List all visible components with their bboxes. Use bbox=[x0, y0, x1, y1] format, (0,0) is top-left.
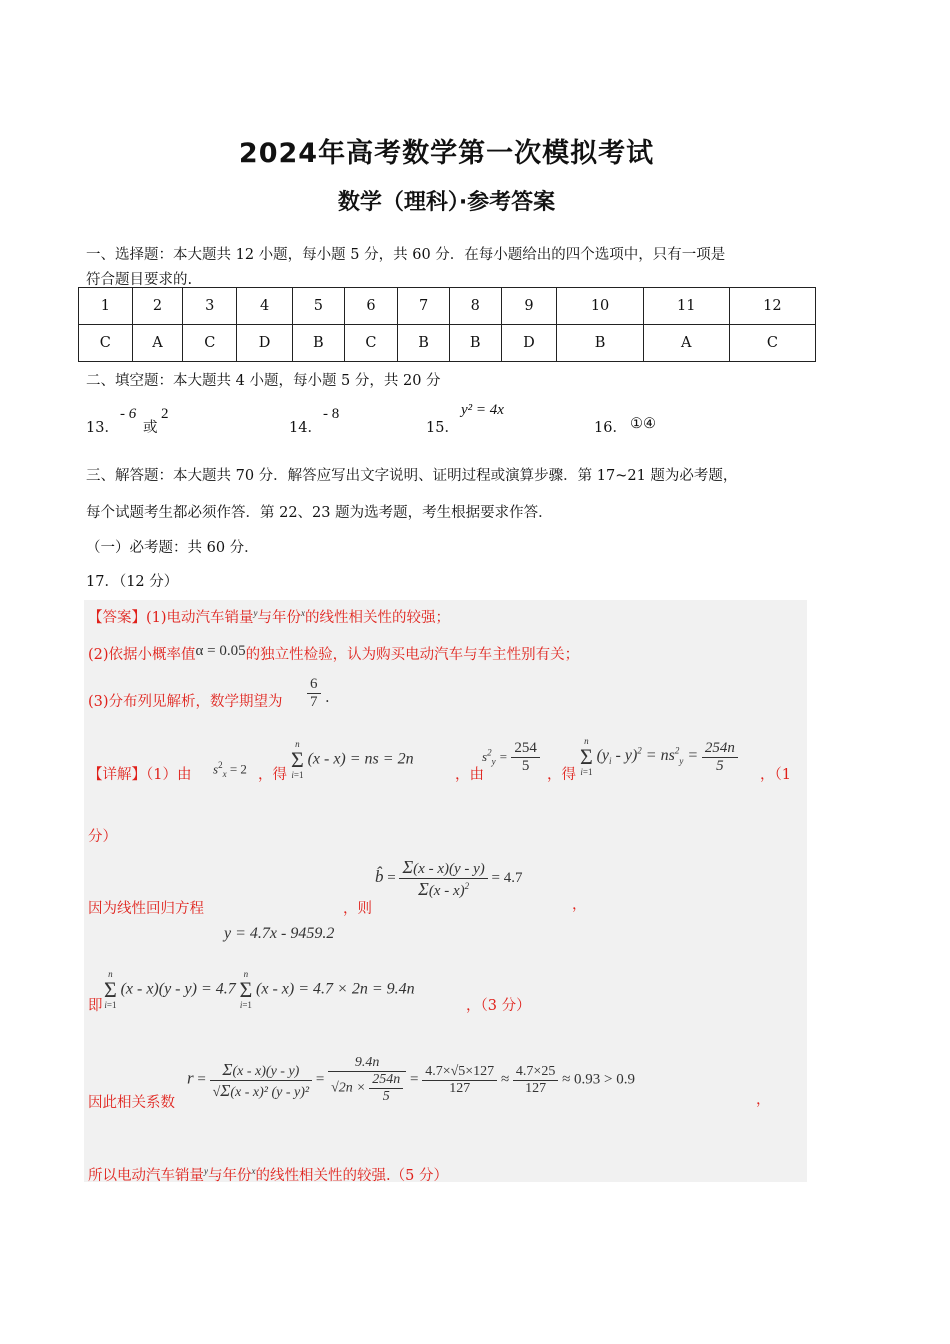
table-cell: 9 bbox=[501, 288, 557, 325]
detail-tag: 【详解】 bbox=[88, 767, 146, 783]
expectation-numerator: 6 bbox=[307, 676, 321, 694]
table-cell: C bbox=[79, 325, 133, 362]
table-cell: 1 bbox=[79, 288, 133, 325]
q15-label: 15． bbox=[426, 420, 459, 436]
ji-formula: n Σ i=1 (x - x)(y - y) = 4.7 n Σ i=1 (x - x) = 4.7 × 2n = 9.4n bbox=[104, 969, 415, 1010]
expectation-fraction bbox=[307, 676, 321, 711]
conclusion-line bbox=[88, 1164, 448, 1185]
q13-answer-b: 2 bbox=[161, 406, 169, 422]
r-denominator: (x - x)² (y - y)² bbox=[230, 1084, 310, 1100]
detail-text-c: ，由 bbox=[455, 767, 484, 783]
table-cell: C bbox=[183, 325, 237, 362]
sy-numerator: 254 bbox=[511, 740, 540, 758]
b-hat-value: = 4.7 bbox=[491, 869, 523, 886]
table-cell: B bbox=[293, 325, 345, 362]
page-title: 2024年高考数学第一次模拟考试 bbox=[238, 138, 655, 169]
q16-label: 16． bbox=[594, 420, 627, 436]
r-f2-denominator: 127 bbox=[449, 1080, 471, 1096]
answer-table-answers-row bbox=[79, 325, 816, 362]
answer-1-x: x bbox=[301, 608, 306, 619]
b-hat-denominator: (x - x) bbox=[428, 883, 465, 899]
b-hat-symbol: b̂ bbox=[375, 866, 384, 886]
ji-text-a: 即 bbox=[88, 998, 103, 1014]
table-cell: 12 bbox=[729, 288, 815, 325]
sx-squared: $s^2_x = 2$ bbox=[213, 760, 247, 779]
section1-line2: 符合题目要求的. bbox=[86, 272, 193, 288]
table-cell: 4 bbox=[237, 288, 293, 325]
r-result: ≈ 0.93 > 0.9 bbox=[562, 1071, 636, 1088]
ji-expression-1: (x - x)(y - y) = 4.7 bbox=[120, 980, 236, 998]
ji-expression-2: (x - x) = 4.7 × 2n = 9.4n bbox=[256, 980, 415, 998]
table-cell: C bbox=[729, 325, 815, 362]
q13-label: 13． bbox=[86, 420, 119, 436]
sum-y-denominator: 5 bbox=[716, 757, 724, 774]
regression-text-a: 因为线性回归方程 bbox=[88, 901, 204, 917]
answer-table bbox=[78, 287, 816, 362]
r-f3-numerator: 4.7×25 bbox=[513, 1064, 558, 1081]
answer-1-text-a: (1)电动汽车销量 bbox=[146, 610, 254, 626]
answer-2-text-a: (2)依据小概率值 bbox=[88, 647, 196, 663]
q13-answer-a: - 6 bbox=[120, 406, 137, 422]
regression-text-b: ，则 bbox=[343, 901, 372, 917]
sum-y-numerator: 254n bbox=[702, 740, 738, 758]
expectation-denominator: 7 bbox=[310, 694, 318, 710]
r-formula: r = $\frac{\Sigma(x - x)(y - y)}{\text{√Σ(x - x)² (y - y)²}}$ = 9.4n √2n × $\frac{254n}{5}$ = $\frac{4.7\times√5\times 127}{127}$ ≈ $\frac{4.7\times 25}{127}$ ≈ 0.93 > 0.9 bbox=[187, 1055, 636, 1104]
table-cell: A bbox=[643, 325, 729, 362]
table-cell: 2 bbox=[132, 288, 183, 325]
q16-answer: ①④ bbox=[630, 416, 656, 432]
table-cell: C bbox=[344, 325, 398, 362]
r-f2-numerator: 4.7×√5×127 bbox=[422, 1064, 497, 1081]
answer-1-text-c: 的线性相关性的较强； bbox=[305, 610, 451, 626]
table-cell: A bbox=[132, 325, 183, 362]
conclusion-x: x bbox=[251, 1166, 256, 1177]
sum-x-expression: (x - x) = ns = 2n bbox=[307, 750, 414, 768]
table-cell: 8 bbox=[449, 288, 501, 325]
regression-equation: y = 4.7x - 9459.2 bbox=[224, 925, 335, 942]
detail-text-f: 分） bbox=[88, 829, 117, 845]
answer-line-2 bbox=[88, 643, 579, 664]
section3-line1: 三、解答题：本大题共 70 分．解答应写出文字说明、证明过程或演算步骤．第 17~21 题为必考题， bbox=[86, 468, 738, 484]
table-cell: 11 bbox=[643, 288, 729, 325]
table-cell: B bbox=[398, 325, 450, 362]
detail-text-a: （1）由 bbox=[146, 767, 192, 783]
table-cell: 5 bbox=[293, 288, 345, 325]
answer-3-period: . bbox=[325, 690, 330, 706]
conclusion-text-c: 的线性相关性的较强.（5 分） bbox=[255, 1168, 448, 1184]
sum-y-deviation: n Σ i=1 $(y_i - y)^2 = ns^2_y$ = $\frac{254n}{5}$ bbox=[580, 737, 738, 777]
conclusion-text-a: 所以电动汽车销量 bbox=[88, 1168, 204, 1184]
table-cell: 3 bbox=[183, 288, 237, 325]
conclusion-y: y bbox=[204, 1166, 208, 1177]
answer-table-numbers-row bbox=[79, 288, 816, 325]
detail-text-d: ，得 bbox=[547, 767, 576, 783]
detail-line bbox=[88, 763, 191, 784]
table-cell: 7 bbox=[398, 288, 450, 325]
section2-heading: 二、填空题：本大题共 4 小题，每小题 5 分，共 20 分 bbox=[86, 373, 441, 389]
sy-denominator: 5 bbox=[521, 758, 530, 774]
conclusion-text-b: 与年份 bbox=[208, 1168, 252, 1184]
r-text-b: ， bbox=[756, 1092, 771, 1108]
answer-2-text-b: 的独立性检验，认为购买电动汽车与车主性别有关； bbox=[245, 647, 580, 663]
table-cell: D bbox=[237, 325, 293, 362]
r-f1-inner-denominator: 5 bbox=[382, 1089, 390, 1104]
table-cell: B bbox=[557, 325, 643, 362]
answer-2-alpha: α = 0.05 bbox=[195, 643, 246, 659]
sy-squared: $s^2_y$ = $\frac{254}{5}$ bbox=[482, 740, 540, 775]
q14-answer: - 8 bbox=[323, 406, 340, 422]
b-hat-formula: b̂ = $\frac{\Sigma(x - x)(y - y)}{\Sigma(x - x)^2}$ = 4.7 bbox=[375, 857, 523, 899]
r-text-a: 因此相关系数 bbox=[88, 1095, 175, 1111]
required-heading: （一）必考题：共 60 分． bbox=[86, 540, 259, 556]
table-cell: 10 bbox=[557, 288, 643, 325]
answer-1-text-b: 与年份 bbox=[257, 610, 302, 626]
detail-text-e: ，（1 bbox=[760, 767, 791, 783]
q13-or: 或 bbox=[143, 420, 158, 436]
ji-text-b: ，（3 分） bbox=[466, 998, 531, 1014]
sum-x-deviation: n Σ i=1 (x - x) = ns = 2n bbox=[291, 739, 414, 780]
question-17-heading: 17．（12 分） bbox=[86, 574, 179, 590]
r-f1-numerator: 9.4n bbox=[328, 1055, 406, 1072]
r-f1-denominator-a: 2n × bbox=[338, 1080, 366, 1096]
section3-line2: 每个试题考生都必须作答．第 22、23 题为选考题，考生根据要求作答． bbox=[86, 505, 553, 521]
q15-answer: y² = 4x bbox=[461, 402, 504, 418]
table-cell: 6 bbox=[344, 288, 398, 325]
r-symbol: r bbox=[187, 1068, 194, 1088]
r-numerator: (x - x)(y - y) bbox=[232, 1063, 300, 1079]
page-subtitle: 数学（理科）·参考答案 bbox=[337, 190, 556, 215]
b-hat-numerator: (x - x)(y - y) bbox=[413, 861, 485, 877]
q14-label: 14． bbox=[289, 420, 322, 436]
table-cell: D bbox=[501, 325, 557, 362]
detail-text-b: ，得 bbox=[258, 767, 287, 783]
answer-line-3: (3)分布列见解析，数学期望为 bbox=[88, 694, 283, 710]
section1-line1: 一、选择题：本大题共 12 小题，每小题 5 分，共 60 分．在每小题给出的四个选项中，只有一项是 bbox=[86, 247, 726, 263]
sx-value: = 2 bbox=[226, 761, 247, 777]
table-cell: B bbox=[449, 325, 501, 362]
r-f3-denominator: 127 bbox=[525, 1080, 547, 1096]
r-f1-inner-numerator: 254n bbox=[369, 1072, 403, 1089]
answer-tag: 【答案】 bbox=[88, 610, 146, 626]
answer-1-y: y bbox=[253, 608, 258, 619]
regression-text-c: ， bbox=[572, 897, 587, 913]
sx-symbol: s bbox=[213, 761, 219, 777]
answer-line-1 bbox=[88, 606, 450, 627]
